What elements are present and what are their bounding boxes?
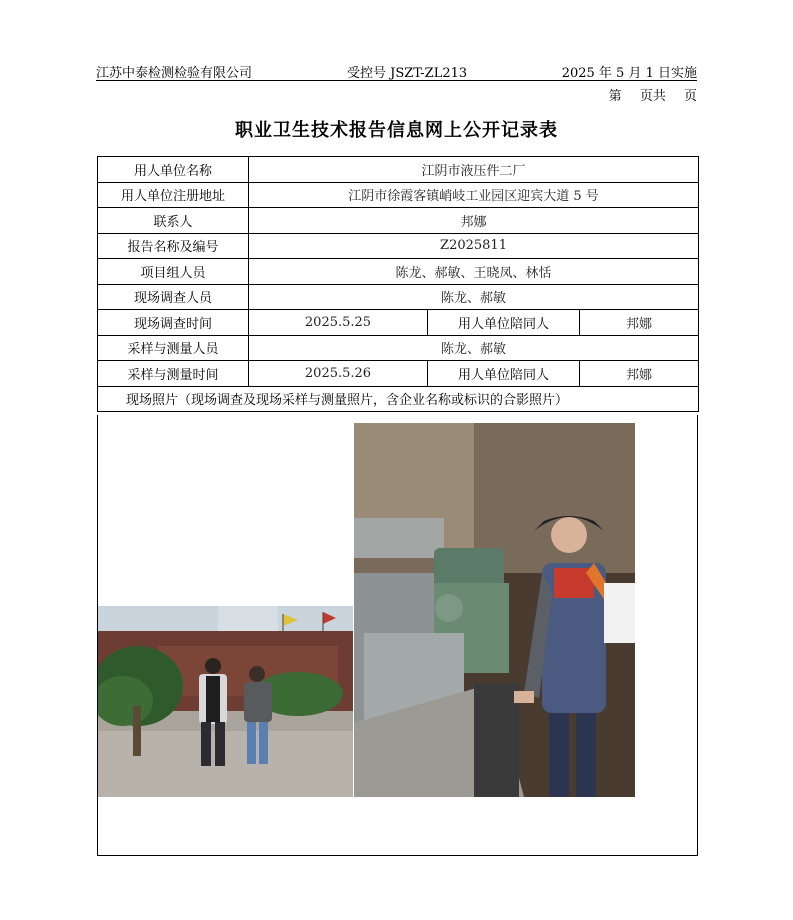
sampling-staff-value: 陈龙、郝敏 (249, 335, 699, 361)
survey-companion-value: 邦娜 (580, 310, 699, 336)
page-label-2: 页共 (639, 89, 666, 104)
table-row (98, 386, 699, 412)
sampling-time-label: 采样与测量时间 (98, 361, 249, 387)
report-value: Z2025811 (249, 233, 699, 259)
contact-label: 联系人 (98, 208, 249, 234)
sampling-companion-label: 用人单位陪同人 (428, 361, 580, 387)
sampling-staff-label: 采样与测量人员 (98, 335, 249, 361)
table-row (98, 259, 699, 285)
header-control-number: 受控号 JSZT-ZL213 (347, 66, 468, 81)
table-row (98, 233, 699, 259)
survey-staff-value: 陈龙、郝敏 (249, 284, 699, 310)
table-row (98, 335, 699, 361)
survey-staff-label: 现场调查人员 (98, 284, 249, 310)
sampling-time-value: 2025.5.26 (249, 361, 428, 387)
table-row (98, 157, 699, 183)
table-row (98, 208, 699, 234)
page-title: 职业卫生技术报告信息网上公开记录表 (235, 120, 558, 141)
employer-name-label: 用人单位名称 (98, 157, 249, 183)
table-row (98, 361, 699, 387)
report-label: 报告名称及编号 (98, 233, 249, 259)
survey-time-label: 现场调查时间 (98, 310, 249, 336)
worker-at-lathe-icon (354, 423, 635, 797)
employer-address-label: 用人单位注册地址 (98, 182, 249, 208)
table-row (98, 310, 699, 336)
team-value: 陈龙、郝敏、王晓凤、林恬 (249, 259, 699, 285)
table-row (98, 182, 699, 208)
header-effective-date: 2025 年 5 月 1 日实施 (561, 66, 697, 81)
info-table (97, 156, 699, 412)
employer-name-value: 江阴市液压件二厂 (249, 157, 699, 183)
table-row (98, 284, 699, 310)
photos-header: 现场照片（现场调查及现场采样与测量照片，含企业名称或标识的合影照片） (98, 386, 699, 412)
page-number-line (595, 85, 697, 104)
workshop-photo (354, 423, 635, 797)
survey-time-value: 2025.5.25 (249, 310, 428, 336)
employer-address-value: 江阴市徐霞客镇峭岐工业园区迎宾大道 5 号 (249, 182, 699, 208)
sampling-companion-value: 邦娜 (580, 361, 699, 387)
team-label: 项目组人员 (98, 259, 249, 285)
header-company: 江苏中泰检测检验有限公司 (96, 66, 253, 81)
page-label-1: 第 (608, 89, 622, 104)
group-photo-icon (98, 606, 353, 797)
contact-value: 邦娜 (249, 208, 699, 234)
survey-companion-label: 用人单位陪同人 (428, 310, 580, 336)
group-photo (98, 606, 353, 797)
document-header (96, 62, 697, 81)
page-label-3: 页 (683, 89, 697, 104)
